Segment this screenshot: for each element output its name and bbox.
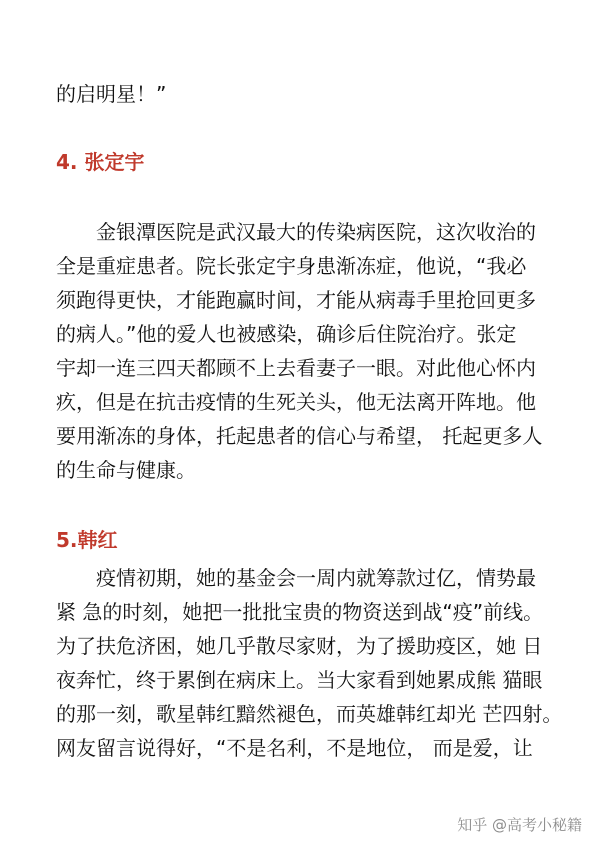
paragraph-line: 的那一刻，歌星韩红黯然褪色，而英雄韩红却光 芒四射。 (56, 702, 563, 726)
paragraph-line: 的病人。”他的爱人也被感染，确诊后住院治疗。张定 (56, 322, 517, 346)
zhihu-watermark: 知乎 @高考小秘籍 (457, 816, 582, 834)
paragraph-line: 疫情初期，她的基金会一周内就筹款过亿，情势最 (96, 566, 536, 590)
paragraph-line: 疚，但是在抗击疫情的生死关头，他无法离开阵地。他 (56, 390, 536, 414)
paragraph-line: 全是重症患者。院长张定宇身患渐冻症，他说，“我必 (56, 254, 527, 278)
paragraph-line: 须跑得更快，才能跑赢时间，才能从病毒手里抢回更多 (56, 288, 536, 312)
section-4-heading: 4. 张定宇 (56, 150, 145, 174)
paragraph-line: 网友留言说得好，“不是名利，不是地位， 而是爱，让 (56, 736, 533, 760)
paragraph-line: 要用渐冻的身体，托起患者的信心与希望， 托起更多人 (56, 424, 543, 448)
section-5-heading: 5.韩红 (56, 528, 118, 552)
paragraph-line: 宇却一连三四天都顾不上去看妻子一眼。对此他心怀内 (56, 356, 536, 380)
paragraph-line: 金银潭医院是武汉最大的传染病医院，这次收治的 (96, 220, 536, 244)
intro-tail-text: 的启明星！” (56, 82, 167, 106)
paragraph-line: 紧 急的时刻，她把一批批宝贵的物资送到战“疫”前线。 (56, 600, 544, 624)
paragraph-line: 为了扶危济困，她几乎散尽家财，为了援助疫区，她 日 (56, 634, 543, 658)
paragraph-line: 的生命与健康。 (56, 458, 196, 482)
paragraph-line: 夜奔忙，终于累倒在病床上。当大家看到她累成熊 猫眼 (56, 668, 543, 692)
